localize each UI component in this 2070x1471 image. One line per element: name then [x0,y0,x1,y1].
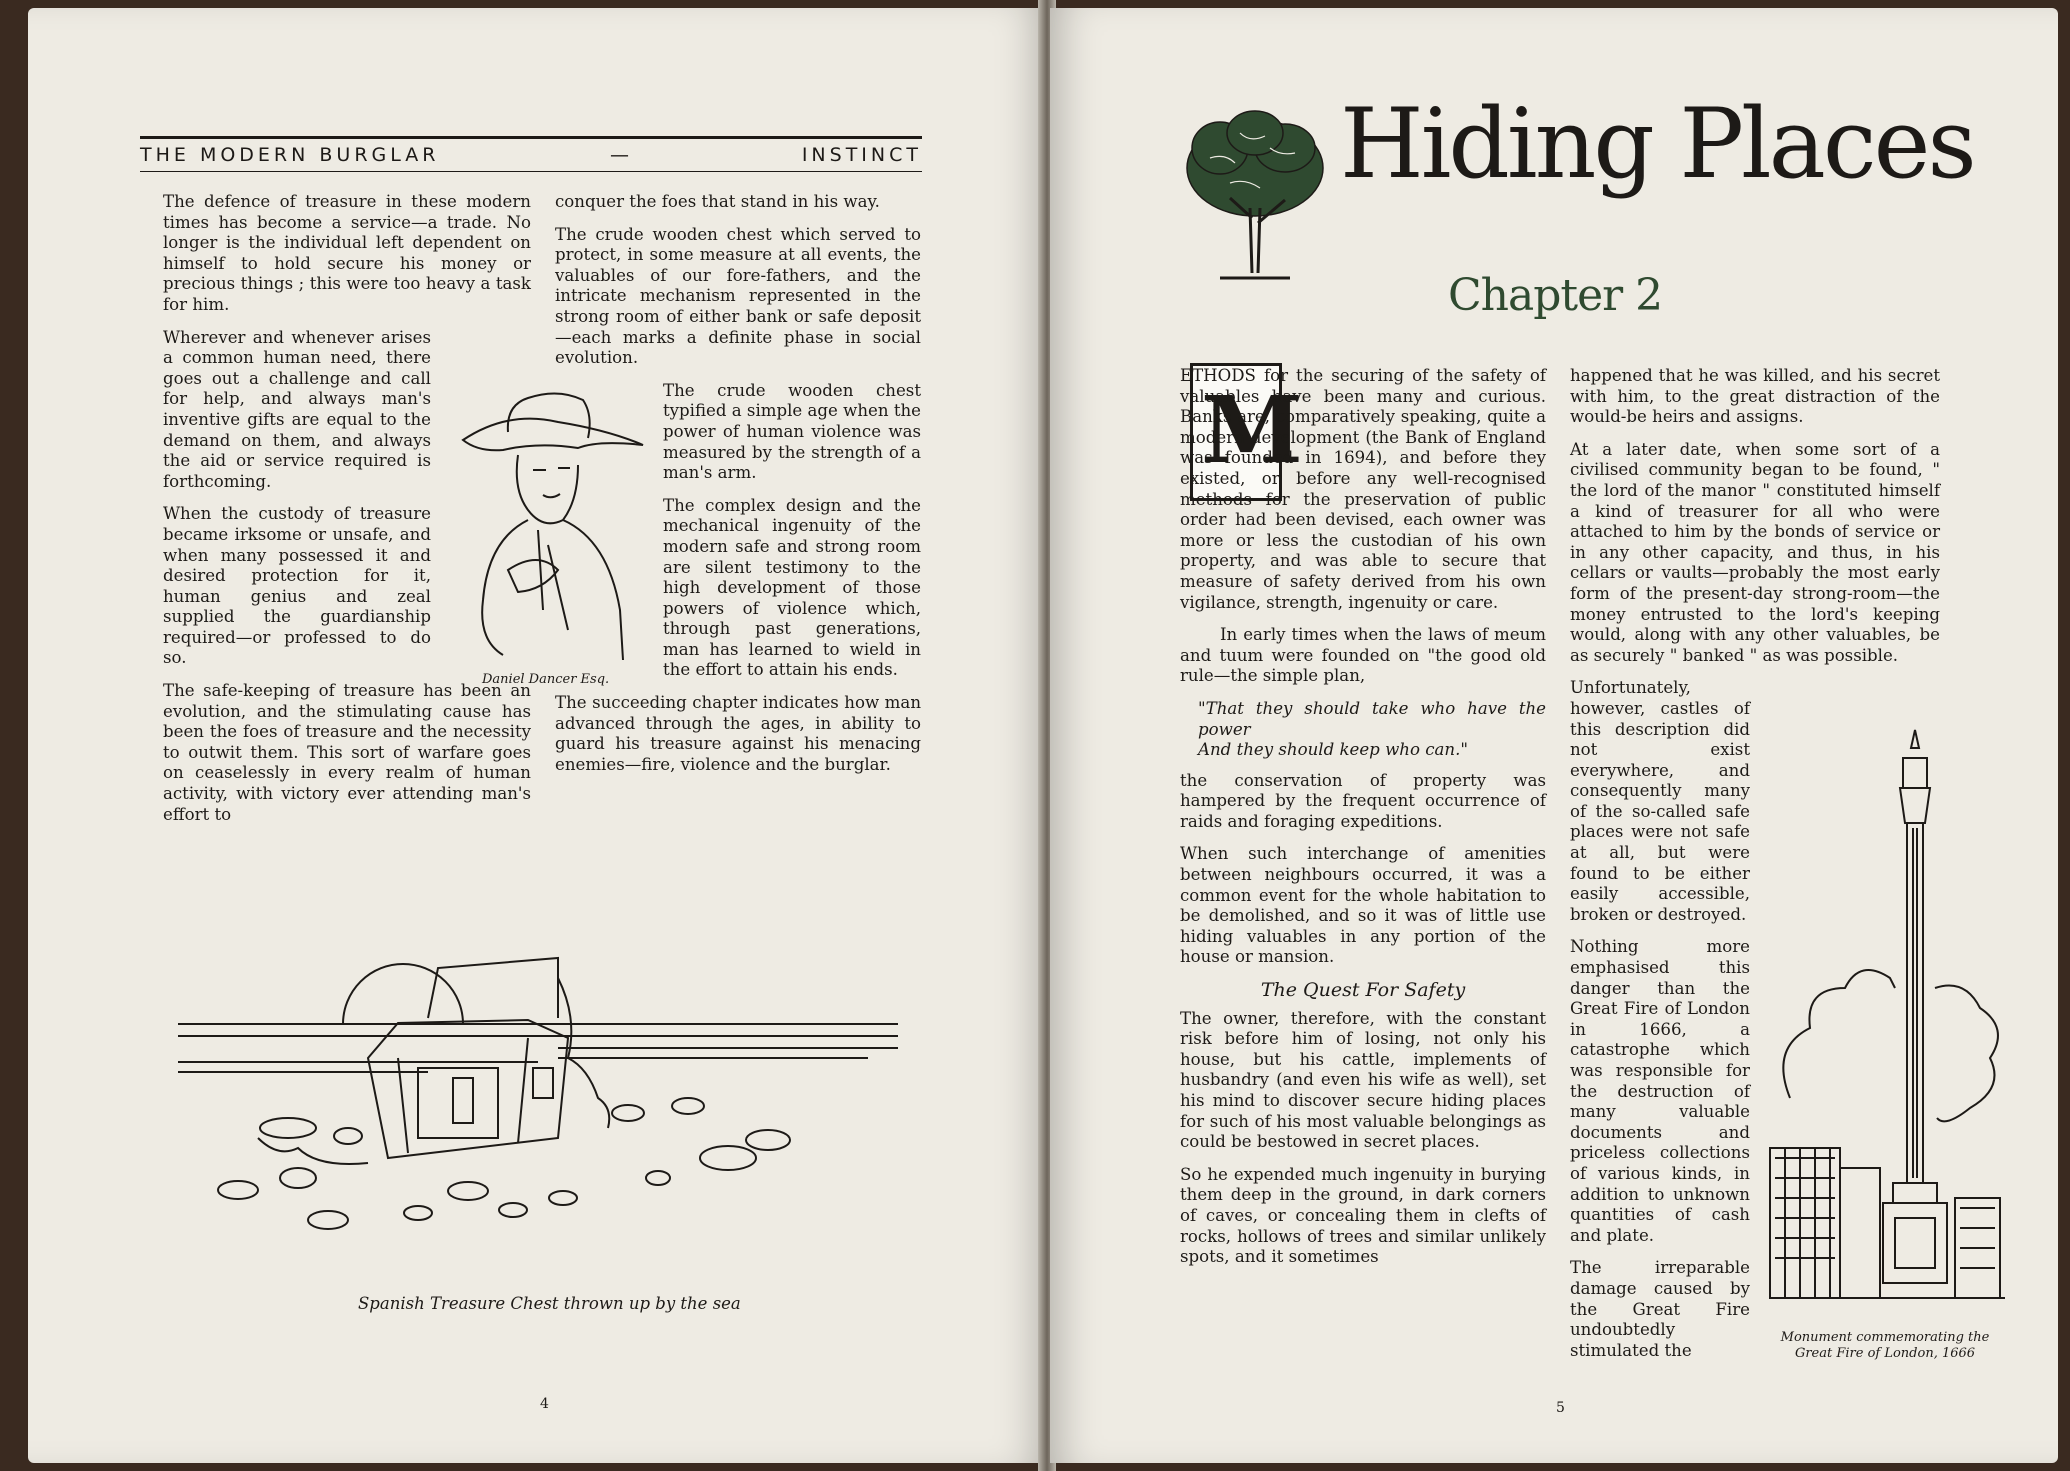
paragraph: The defence of treasure in these modern times has become a service—a trade. No longer is the individual left dependent on himself to hold secure his money or precious things ; this were too heavy a task for him. [163,192,531,314]
tree-icon [1180,108,1330,288]
running-head [140,136,922,172]
paragraph: Unfortunately, however, castles of this description did not exist everywhere, and consequently many of the so-called safe places were not safe at all, but were found to be either easily accessible, broken or destroyed. [1570,678,1750,924]
paragraph: In early times when the laws of meum and tuum were founded on "the good old rule—the simple plan, [1180,625,1546,686]
section-heading: The Quest For Safety [1260,979,1466,1002]
paragraph: At a later date, when some sort of a civilised community began to be found, " the lord of the manor " constituted himself a kind of treasurer for all who were attached to him by the bonds of service or in any other capacity, and thus, in his cellars or vaults—probably the most early form of the present-day strong-room—the money entrusted to the lord's keeping would, along with any other valuables, be as securely " banked " as was possible. [1570,439,1940,665]
running-head-left: THE MODERN BURGLAR [140,144,440,166]
portrait-illustration [448,370,648,670]
page-number: 5 [1556,1400,1565,1416]
chest-caption: Spanish Treasure Chest thrown up by the sea [358,1294,741,1313]
page-number: 4 [540,1396,549,1412]
monument-illustration [1765,728,2010,1328]
treasure-chest-illustration [168,928,908,1248]
chapter-number: Chapter 2 [1448,270,1663,321]
drop-cap-letter: M [1201,376,1303,484]
paragraph: The crude wooden chest typified a simple age when the power of human violence was measured by the strength of a man's arm. [663,380,921,483]
left-page [28,8,1046,1463]
paragraph: Wherever and whenever arises a common human need, there goes out a challenge and call for help, and always man's inventive gifts are equal to the demand on them, and always the aid or service required is forthcoming. [163,327,431,491]
paragraph: The safe-keeping of treasure has been an evolution, and the stimulating cause has been the foes of treasure and the necessity to outwit them. This sort of warfare goes on ceaselessly in every realm of human activity, with victory ever attending man's effort to [163,681,531,824]
right-column-1 [1180,366,1546,1280]
caption-line: Monument commemorating the [1780,1330,1990,1345]
paragraph: The complex design and the mechanical ingenuity of the modern safe and strong room are silent testimony to the high development of those powers of violence which, through past generations, man has learned to wield in the effort to attain his ends. [663,495,921,680]
verse-line: And they should keep who can." [1198,740,1469,760]
verse-quote [1198,699,1546,761]
paragraph: The succeeding chapter indicates how man advanced through the ages, in ability to guard his treasure against his menacing enemies—fire, violence and the burglar. [555,693,921,774]
paragraph: When the custody of treasure became irksome or unsafe, and when many possessed it and desired protection for it, human genius and zeal supplied the guardianship required—or professed to do so. [163,504,431,668]
paragraph: The crude wooden chest which served to protect, in some measure at all events, the valuables of our fore-fathers, and the intricate mechanism represented in the strong room of either bank or safe deposit—each marks a definite phase in social evolution. [555,224,921,368]
monument-caption [1740,1330,2030,1362]
paragraph: the conservation of property was hampered by the frequent occurrence of raids and foraging expeditions. [1180,770,1546,831]
portrait-caption: Daniel Dancer Esq. [482,672,610,687]
paragraph: ETHODS for the securing of the safety of valuables have been many and curious. Banks are, comparatively speaking, quite a modern development (the Bank of England was founded in 1694), and before they existed, or before any well-recognised methods for the preservation of public order had been devised, each owner was more or less the custodian of his own property, and was able to secure that measure of safety derived from his own vigilance, strength, ingenuity or care. [1180,366,1546,612]
paragraph: happened that he was killed, and his secret with him, to the great distraction of the would-be heirs and assigns. [1570,366,1940,427]
verse-line: "That they should take who have the power [1198,698,1546,739]
paragraph: conquer the foes that stand in his way. [555,192,880,211]
chapter-title: Hiding Places [1340,88,1974,200]
narrow-column [1570,678,1750,1361]
running-head-dash: — [610,144,633,166]
paragraph: The irreparable damage caused by the Great Fire undoubtedly stimulated the [1570,1258,1750,1360]
paragraph: Nothing more emphasised this danger than the Great Fire of London in 1666, a catastrophe which was responsible for the destruction of many valuable documents and priceless collections of various kinds, in addition to unknown quantities of cash and plate. [1570,937,1750,1245]
running-head-right: INSTINCT [801,144,922,166]
right-page [1050,8,2058,1463]
paragraph: So he expended much ingenuity in burying them deep in the ground, in dark corners of caves, or concealing them in clefts of rocks, hollows of trees and similar unlikely spots, and it sometimes [1180,1164,1546,1267]
paragraph: When such interchange of amenities between neighbours occurred, it was a common event for the whole habitation to be demolished, and so it was of little use hiding valuables in any portion of the house or mansion. [1180,844,1546,967]
caption-line: Great Fire of London, 1666 [1794,1346,1976,1361]
paragraph: The owner, therefore, with the constant risk before him of losing, not only his house, but his cattle, implements of husbandry (and even his wife as well), set his mind to discover secure hiding places for such of his most valuable belongings as could be bestowed in secret places. [1180,1008,1546,1152]
